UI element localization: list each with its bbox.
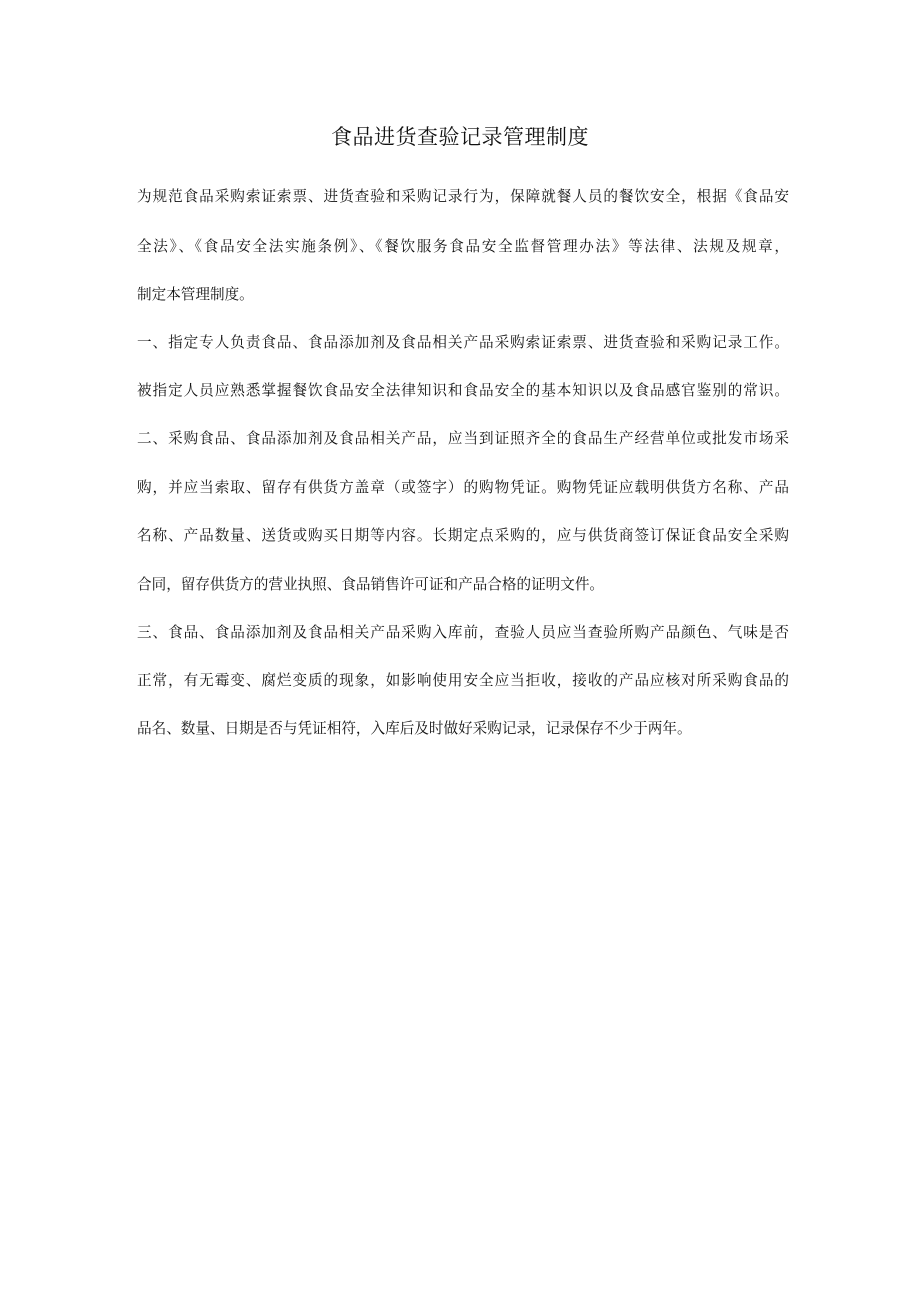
text-line: 正常，有无霉变、腐烂变质的现象，如影响使用安全应当拒收，接收的产品应核对所采购食品的 [137,672,789,689]
text-line: 全法》、《食品安全法实施条例》、《餐饮服务食品安全监督管理办法》等法律、法规及规章， [137,238,789,255]
text-line: 购，并应当索取、留存有供货方盖章（或签字）的购物凭证。购物凭证应载明供货方名称、产品 [137,479,789,496]
text-line: 被指定人员应熟悉掌握餐饮食品安全法律知识和食品安全的基本知识以及食品感官鉴别的常识。 [137,382,789,399]
text-line: 品名、数量、日期是否与凭证相符，入库后及时做好采购记录，记录保存不少于两年。 [137,720,692,737]
document-title: 食品进货查验记录管理制度 [331,125,589,149]
text-line: 名称、产品数量、送货或购买日期等内容。长期定点采购的，应与供货商签订保证食品安全采购 [137,527,789,544]
text-line: 二、采购食品、食品添加剂及食品相关产品，应当到证照齐全的食品生产经营单位或批发市场采 [137,430,789,447]
text-line: 为规范食品采购索证索票、进货查验和采购记录行为，保障就餐人员的餐饮安全，根据《食品安 [137,188,789,205]
text-line: 一、指定专人负责食品、食品添加剂及食品相关产品采购索证索票、进货查验和采购记录工作。 [137,334,789,351]
text-line: 三、食品、食品添加剂及食品相关产品采购入库前，查验人员应当查验所购产品颜色、气味是否 [137,624,789,641]
text-line: 制定本管理制度。 [137,286,254,303]
text-line: 合同，留存供货方的营业执照、食品销售许可证和产品合格的证明文件。 [137,576,605,593]
